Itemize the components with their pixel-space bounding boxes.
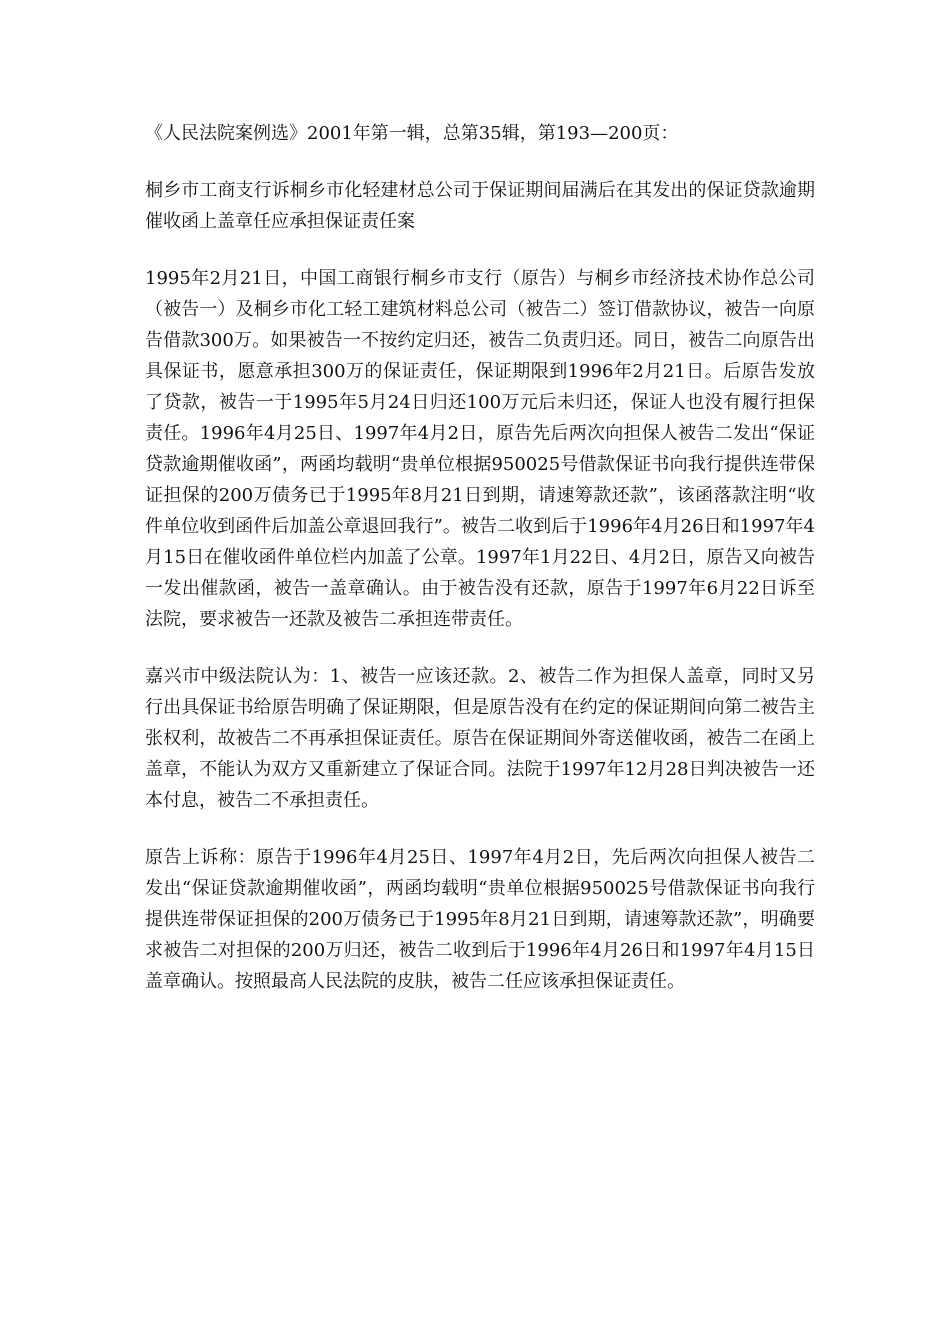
document-body	[145, 118, 815, 1023]
appeal-paragraph: 原告上诉称：原告于1996年4月25日、1997年4月2日，先后两次向担保人被告二发出“保证贷款逾期催收函”，两函均载明“贵单位根据950025号借款保证书向我行提供连带保证担保的200万债务已于1995年8月21日到期，请速筹款还款”，明确要求被告二对担保的200万归还，被告二收到后于1996年4月26日和1997年4月15日盖章确认。按照最高人民法院的皮肤，被告二任应该承担保证责任。	[145, 847, 815, 992]
court-opinion-paragraph: 嘉兴市中级法院认为：1、被告一应该还款。2、被告二作为担保人盖章，同时又另行出具保证书给原告明确了保证期限，但是原告没有在约定的保证期间向第二被告主张权利，故被告二不再承担保证责任。原告在保证期间外寄送催收函，被告二在函上盖章，不能认为双方又重新建立了保证合同。法院于1997年12月28日判决被告一还本付息，被告二不承担责任。	[145, 666, 815, 811]
case-title: 桐乡市工商支行诉桐乡市化轻建材总公司于保证期间届满后在其发出的保证贷款逾期催收函上盖章任应承担保证责任案	[145, 180, 815, 232]
source-citation: 《人民法院案例选》2001年第一辑，总第35辑，第193—200页：	[145, 123, 679, 144]
case-facts-paragraph: 1995年2月21日，中国工商银行桐乡市支行（原告）与桐乡市经济技术协作总公司（被告一）及桐乡市化工轻工建筑材料总公司（被告二）签订借款协议，被告一向原告借款300万。如果被告一不按约定归还，被告二负责归还。同日，被告二向原告出具保证书，愿意承担300万的保证责任，保证期限到1996年2月21日。后原告发放了贷款，被告一于1995年5月24日归还100万元后未归还，保证人也没有履行担保责任。1996年4月25日、1997年4月2日，原告先后两次向担保人被告二发出“保证贷款逾期催收函”，两函均载明“贵单位根据950025号借款保证书向我行提供连带保证担保的200万债务已于1995年8月21日到期，请速筹款还款”，该函落款注明“收件单位收到函件后加盖公章退回我行”。被告二收到后于1996年4月26日和1997年4月15日在催收函件单位栏内加盖了公章。1997年1月22日、4月2日，原告又向被告一发出催款函，被告一盖章确认。由于被告没有还款，原告于1997年6月22日诉至法院，要求被告一还款及被告二承担连带责任。	[145, 268, 815, 630]
